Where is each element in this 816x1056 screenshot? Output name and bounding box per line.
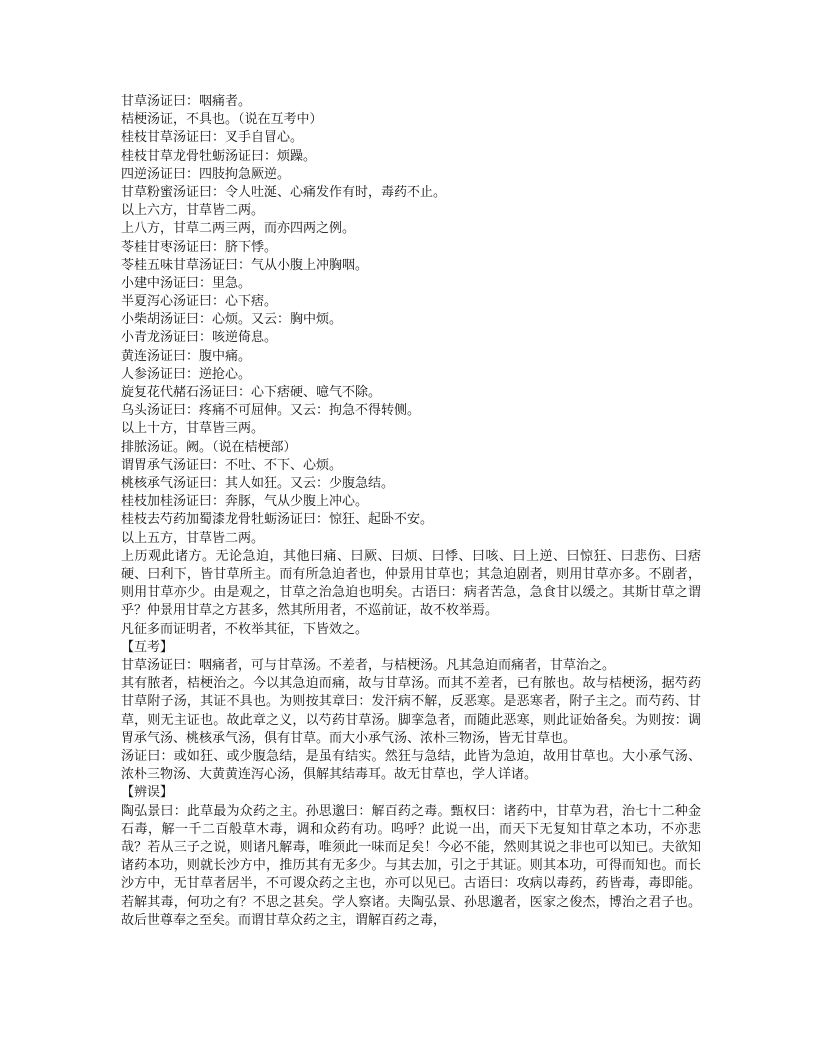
text-line: 小建中汤证曰：里急。 (121, 275, 252, 291)
mutual-paragraph: 其有脓者，桔梗治之。今以其急迫而痛，故与甘草汤。而其不差者，已有脓也。故与桔梗汤，据芍药甘草附子汤，其证不具也。为则按其章曰：发汗病不解，反恶寒。是恶寒者，附子主之。而芍药、甘草，则无主证也。故此章之义，以芍药甘草汤。脚挛急者，而随此恶寒，则此证始备矣。为则按：调胃承气汤、桃核承气汤，俱有甘草。而大小承气汤、浓朴三物汤，皆无甘草也。 (121, 676, 701, 746)
text-line: 苓桂甘枣汤证曰：脐下悸。 (121, 239, 278, 255)
document-body (121, 93, 701, 930)
text-line: 小青龙汤证曰：咳逆倚息。 (121, 330, 278, 346)
text-line: 甘草汤证曰：咽痛者。 (121, 94, 252, 109)
text-line: 以上六方，甘草皆二两。 (121, 203, 265, 219)
summary-note: 凡征多而证明者，不枚举其征，下皆效之。 (121, 621, 369, 637)
text-line: 四逆汤证曰：四肢拘急厥逆。 (121, 166, 291, 182)
text-line: 桃核承气汤证曰：其人如狂。又云：少腹急结。 (121, 475, 395, 491)
text-line: 乌头汤证曰：疼痛不可屈伸。又云：拘急不得转侧。 (121, 403, 421, 419)
text-line: 桂枝去芍药加蜀漆龙骨牡蛎汤证曰：惊狂、起卧不安。 (121, 512, 434, 528)
text-line: 以上十方，甘草皆三两。 (121, 421, 265, 437)
text-line: 小柴胡汤证曰：心烦。又云：胸中烦。 (121, 312, 343, 328)
formula-list (121, 93, 701, 548)
text-line: 人参汤证曰：逆抢心。 (121, 366, 252, 382)
text-line: 桔梗汤证，不具也。（说在互考中） (121, 112, 323, 128)
mutual-paragraph: 甘草汤证曰：咽痛者，可与甘草汤。不差者，与桔梗汤。凡其急迫而痛者，甘草治之。 (121, 657, 616, 673)
text-line: 桂枝甘草汤证曰：叉手自冒心。 (121, 130, 304, 146)
text-line: 谓胃承气汤证曰：不吐、不下、心烦。 (121, 457, 343, 473)
text-line: 半夏泻心汤证曰：心下痞。 (121, 294, 278, 310)
text-line: 桂枝甘草龙骨牡蛎汤证曰：烦躁。 (121, 148, 317, 164)
section-heading-mutual-examination: 【互考】 (121, 639, 174, 655)
text-line: 排脓汤证。阙。（说在桔梗部） (121, 439, 297, 455)
text-line: 以上五方，甘草皆二两。 (121, 530, 265, 546)
text-line: 黄连汤证曰：腹中痛。 (121, 348, 252, 364)
section-heading-error-correction: 【辨误】 (121, 785, 174, 801)
text-line: 桂枝加桂汤证曰：奔豚，气从少腹上冲心。 (121, 494, 369, 510)
text-line: 苓桂五味甘草汤证曰：气从小腹上冲胸咽。 (121, 257, 369, 273)
text-line: 旋复花代赭石汤证曰：心下痞硬、噫气不除。 (121, 385, 382, 400)
text-line: 上八方，甘草二两三两，而亦四两之例。 (121, 221, 356, 237)
summary-paragraph: 上历观此诸方。无论急迫，其他曰痛、曰厥、曰烦、曰悸、曰咳、曰上逆、曰惊狂、曰悲伤、曰痞硬、曰利下，皆甘草所主。而有所急迫者也，仲景用甘草也；其急迫剧者，则用甘草亦多。不剧者，则用甘草亦少。由是观之，甘草之治急迫也明矣。古语曰：病者苦急，急食甘以缓之。其斯甘草之谓乎？仲景用甘草之方甚多，然其所用者，不巡前证，故不枚举焉。 (121, 548, 701, 619)
text-line: 甘草粉蜜汤证曰：令人吐涎、心痛发作有时，毒药不止。 (121, 184, 447, 200)
errors-paragraph: 陶弘景曰：此草最为众药之主。孙思邈曰：解百药之毒。甄权曰：诸药中，甘草为君，治七十二种金石毒，解一千二百般草木毒，调和众药有功。呜呼？此说一出，而天下无复知甘草之本功，不亦悲哉？若从三子之说，则诸凡解毒，唯须此一味而足矣！今必不能，然则其说之非也可以知已。夫欲知诸药本功，则就长沙方中，推历其有无多少。与其去加，引之于其证。则其本功，可得而知也。而长沙方中，无甘草者居半，不可谡众药之主也，亦可以见已。古语曰：攻病以毒药，药皆毒，毒即能。若解其毒，何功之有？不思之甚矣。学人察诸。夫陶弘景、孙思邈者，医家之俊杰，博治之君子也。故后世尊奉之至矣。而谓甘草众药之主，谓解百药之毒， (121, 803, 701, 928)
mutual-paragraph: 汤证曰：或如狂、或少腹急结，是虽有结实。然狂与急结，此皆为急迫，故用甘草也。大小承气汤、浓朴三物汤、大黄黄连泻心汤，俱解其结毒耳。故无甘草也，学人详诸。 (121, 748, 701, 783)
